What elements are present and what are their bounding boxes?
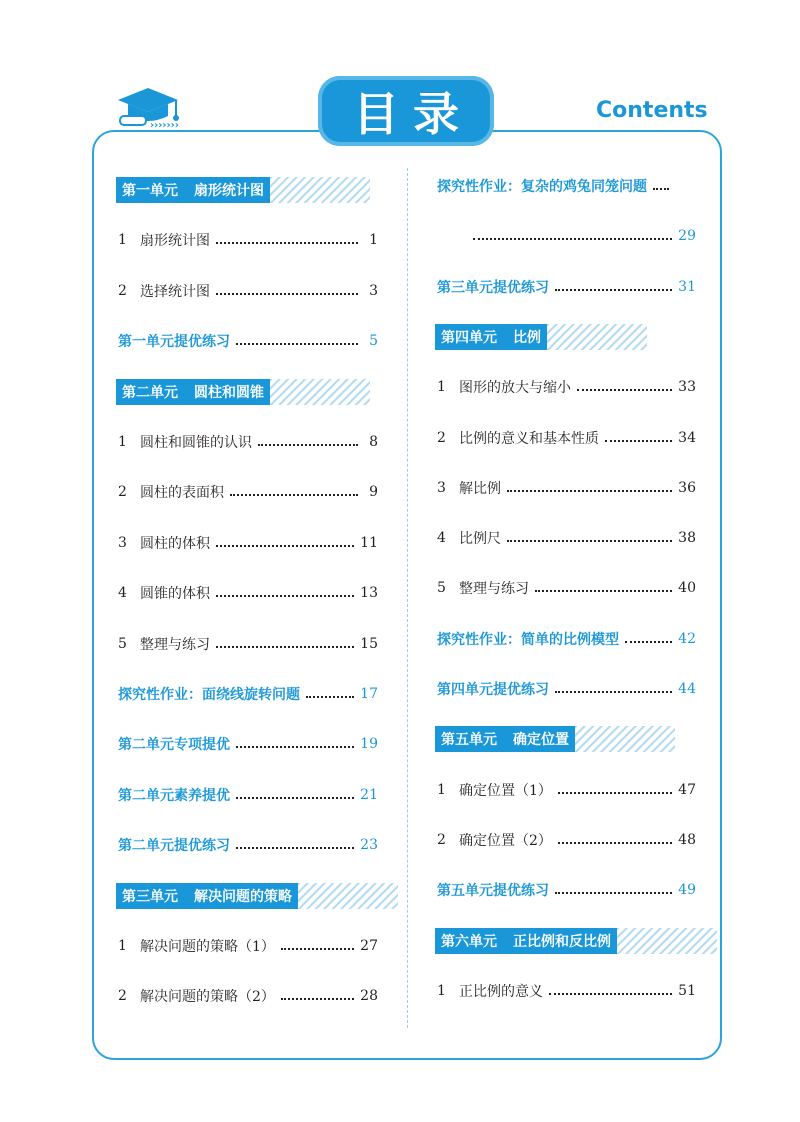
unit-number: 第五单元	[441, 732, 497, 749]
entry-number: 5	[118, 635, 127, 652]
toc-entry[interactable]	[437, 780, 696, 800]
unit-header-stripes	[617, 928, 717, 954]
unit-name: 正比例和反比例	[513, 933, 611, 950]
unit-number: 第三单元	[122, 888, 178, 905]
leader-dots	[473, 238, 672, 240]
entry-title: 圆柱的体积	[140, 535, 210, 552]
page-number: 40	[678, 580, 696, 597]
entry-number: 1	[437, 982, 446, 999]
page-number: 15	[360, 635, 378, 652]
leader-dots	[236, 847, 354, 849]
page-number: 29	[678, 228, 696, 245]
page-number: 11	[360, 534, 378, 551]
toc-entry[interactable]	[437, 176, 696, 196]
entry-number: 1	[118, 434, 127, 450]
unit-header-stripes	[270, 379, 370, 405]
toc-entry[interactable]	[118, 432, 378, 452]
entry-title: 圆柱的表面积	[140, 485, 224, 502]
entry-title: 整理与练习	[459, 581, 529, 598]
entry-title: 探究性作业：面绕线旋转问题	[118, 687, 300, 703]
unit-header	[116, 177, 370, 203]
unit-header-band	[435, 324, 547, 350]
entry-title: 正比例的意义	[459, 983, 543, 1000]
unit-header-band	[116, 883, 298, 909]
leader-dots	[558, 792, 672, 794]
leader-dots	[281, 998, 354, 1000]
toc-entry[interactable]	[118, 583, 378, 603]
leader-dots	[507, 490, 672, 492]
entry-title: 探究性作业：简单的比例模型	[437, 631, 619, 648]
unit-header-band	[435, 928, 617, 954]
entry-number: 1	[118, 938, 127, 954]
entry-number: 5	[437, 580, 446, 597]
leader-dots	[306, 696, 354, 698]
entry-number: 1	[118, 232, 127, 249]
leader-dots	[535, 590, 672, 592]
graduation-cap-icon	[114, 86, 194, 130]
unit-header	[435, 324, 647, 350]
page-number: 1	[369, 232, 378, 249]
unit-header-band	[435, 726, 575, 752]
leader-dots	[577, 389, 672, 391]
toc-entry[interactable]	[118, 684, 378, 704]
leader-dots	[555, 691, 672, 693]
contents-label: Contents	[596, 98, 708, 123]
entry-title: 圆锥的体积	[140, 586, 210, 603]
toc-entry[interactable]	[437, 226, 696, 246]
toc-entry[interactable]	[118, 634, 378, 654]
entry-title: 圆柱和圆锥的认识	[140, 435, 252, 451]
leader-dots	[216, 545, 354, 547]
unit-header	[435, 928, 717, 954]
page-number: 13	[360, 585, 378, 602]
toc-entry[interactable]	[437, 277, 696, 297]
entry-title: 第一单元提优练习	[118, 334, 230, 351]
leader-dots	[236, 343, 358, 345]
entry-number: 3	[118, 534, 127, 551]
page-number: 48	[678, 831, 696, 848]
page-number: 34	[678, 429, 696, 446]
entry-title: 第四单元提优练习	[437, 682, 549, 698]
unit-number: 第六单元	[441, 933, 497, 950]
entry-number: 2	[437, 429, 446, 446]
entry-title: 第二单元提优练习	[118, 838, 230, 855]
page-number: 27	[360, 938, 378, 954]
entry-number: 4	[118, 585, 127, 602]
toc-entry[interactable]	[437, 528, 696, 548]
leader-dots	[549, 993, 672, 995]
page-number: 36	[678, 479, 696, 496]
column-divider	[407, 168, 408, 1028]
toc-entry[interactable]	[437, 428, 696, 448]
entry-number: 2	[118, 282, 127, 299]
title-tab	[318, 76, 494, 146]
toc-entry[interactable]	[118, 331, 378, 351]
page-number: 5	[369, 333, 378, 350]
entry-title: 选择统计图	[140, 283, 210, 300]
toc-entry[interactable]	[437, 578, 696, 598]
toc-entry[interactable]	[437, 478, 696, 498]
entry-title: 第三单元提优练习	[437, 279, 549, 296]
page-number: 44	[678, 681, 696, 697]
toc-entry[interactable]	[437, 629, 696, 649]
unit-name: 扇形统计图	[194, 183, 264, 199]
leader-dots	[236, 746, 354, 748]
entry-title: 整理与练习	[140, 636, 210, 653]
entry-title: 第二单元专项提优	[118, 737, 230, 754]
leader-dots	[230, 494, 358, 496]
leader-dots	[558, 842, 672, 844]
page-number: 19	[360, 736, 378, 753]
unit-header	[435, 726, 675, 752]
unit-number: 第二单元	[122, 384, 178, 401]
svg-text:›››››››: ›››››››	[150, 120, 179, 130]
leader-dots	[216, 646, 354, 648]
leader-dots	[281, 948, 354, 950]
toc-entry[interactable]	[118, 533, 378, 553]
unit-number: 第四单元	[441, 329, 497, 346]
unit-header-stripes	[547, 324, 647, 350]
leader-dots	[605, 440, 672, 442]
entry-title: 解比例	[459, 480, 501, 497]
toc-entry[interactable]	[437, 830, 696, 850]
leader-dots	[625, 641, 672, 643]
page-number: 51	[678, 982, 696, 999]
unit-name: 确定位置	[513, 732, 569, 749]
page-number: 9	[369, 484, 378, 501]
entry-title: 确定位置（1）	[459, 782, 552, 799]
toc-entry[interactable]	[118, 281, 378, 301]
entry-number: 2	[118, 484, 127, 501]
page-number: 49	[678, 882, 696, 899]
entry-title: 扇形统计图	[140, 233, 210, 250]
toc-entry[interactable]	[437, 981, 696, 1001]
leader-dots	[216, 242, 358, 244]
unit-header	[116, 883, 398, 909]
entry-number: 4	[437, 530, 446, 547]
page-number: 23	[360, 837, 378, 854]
toc-entry[interactable]	[437, 880, 696, 900]
leader-dots	[258, 444, 358, 446]
toc-entry[interactable]	[118, 936, 378, 956]
leader-dots	[507, 540, 672, 542]
entry-title: 比例尺	[459, 531, 501, 548]
toc-entry[interactable]	[118, 482, 378, 502]
unit-name: 圆柱和圆锥	[194, 384, 264, 401]
toc-entry[interactable]	[118, 986, 378, 1006]
leader-dots	[216, 293, 358, 295]
entry-title: 解决问题的策略（2）	[140, 989, 275, 1006]
unit-header-stripes	[298, 883, 398, 909]
entry-title: 探究性作业：复杂的鸡兔同笼问题	[437, 179, 647, 195]
entry-title: 图形的放大与缩小	[459, 380, 571, 397]
page-number: 38	[678, 530, 696, 547]
leader-dots	[653, 188, 669, 190]
entry-title: 第五单元提优练习	[437, 883, 549, 900]
unit-header-stripes	[575, 726, 675, 752]
page-number: 8	[369, 434, 378, 450]
unit-header-band	[116, 177, 270, 203]
entry-number: 1	[437, 781, 446, 798]
entry-title: 解决问题的策略（1）	[140, 939, 275, 955]
entry-title: 第二单元素养提优	[118, 787, 230, 804]
unit-number: 第一单元	[122, 183, 178, 199]
entry-number: 1	[437, 379, 446, 396]
toc-entry[interactable]	[118, 734, 378, 754]
entry-number: 3	[437, 479, 446, 496]
entry-title: 确定位置（2）	[459, 832, 552, 849]
unit-header-band	[116, 379, 270, 405]
page-number: 21	[360, 786, 378, 803]
page-number: 42	[678, 630, 696, 647]
unit-name: 解决问题的策略	[194, 888, 292, 905]
page-number: 31	[678, 278, 696, 295]
leader-dots	[555, 289, 672, 291]
page-number: 47	[678, 781, 696, 798]
page-number: 28	[360, 988, 378, 1005]
toc-entry[interactable]	[118, 785, 378, 805]
unit-header-stripes	[270, 177, 370, 203]
toc-entry[interactable]	[118, 230, 378, 250]
leader-dots	[236, 797, 354, 799]
toc-entry[interactable]	[437, 679, 696, 699]
page-number: 33	[678, 379, 696, 396]
page-number: 17	[360, 686, 378, 702]
entry-number: 2	[118, 988, 127, 1005]
unit-name: 比例	[513, 329, 541, 346]
leader-dots	[555, 892, 672, 894]
toc-entry[interactable]	[118, 835, 378, 855]
leader-dots	[216, 595, 354, 597]
page-title: 目录	[353, 87, 473, 141]
entry-number: 2	[437, 831, 446, 848]
page-number: 3	[369, 282, 378, 299]
entry-title: 比例的意义和基本性质	[459, 430, 599, 447]
toc-entry[interactable]	[437, 377, 696, 397]
unit-header	[116, 379, 370, 405]
